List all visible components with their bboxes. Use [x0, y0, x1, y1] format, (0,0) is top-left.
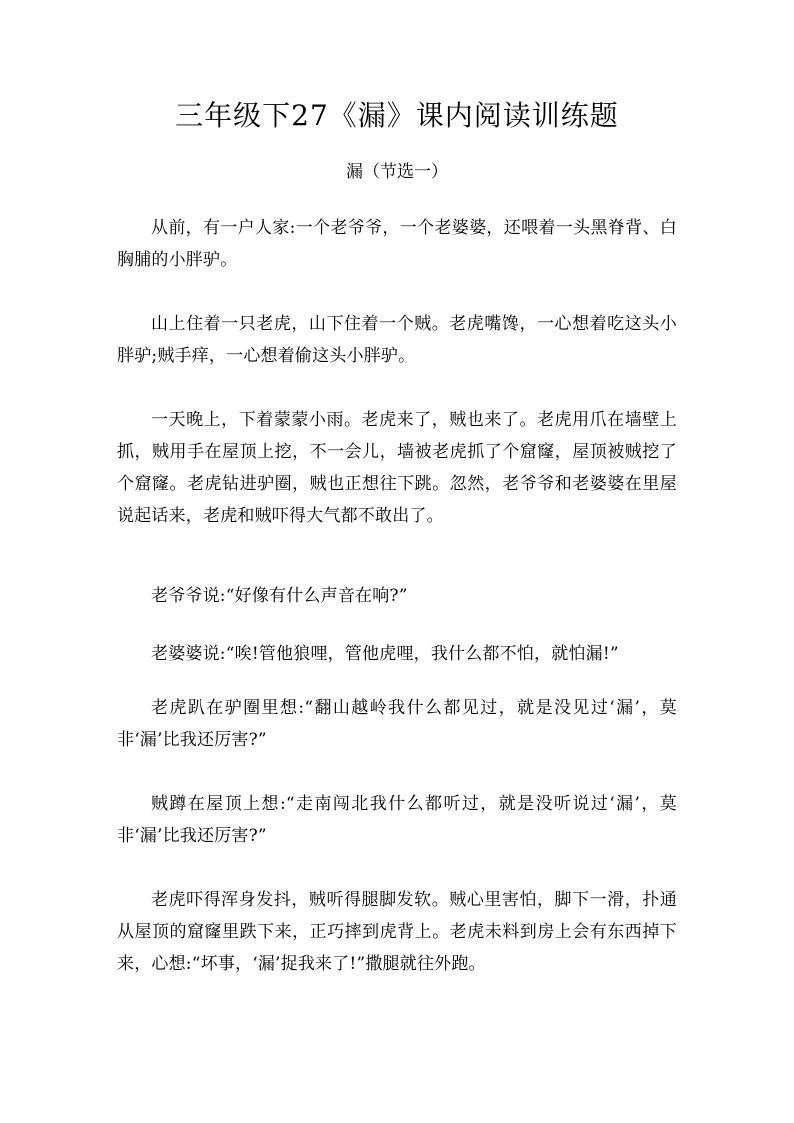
- paragraph-3: 一天晚上，下着蒙蒙小雨。老虎来了，贼也来了。老虎用爪在墙壁上抓，贼用手在屋顶上挖，不一会儿，墙被老虎抓了个窟窿，屋顶被贼挖了个窟窿。老虎钻进驴圈，贼也正想往下跳。忽然，老爷爷和老婆婆在里屋说起话来，老虎和贼吓得大气都不敢出了。: [117, 410, 677, 526]
- document-subtitle: 漏（节选一）: [346, 162, 448, 182]
- paragraph-6: 老虎趴在驴圈里想:“翻山越岭我什么都见过，就是没见过‘漏’，莫非‘漏’比我还厉害?”: [117, 698, 677, 750]
- paragraph-5: 老婆婆说:“唉!管他狼哩，管他虎哩，我什么都不怕，就怕漏!”: [151, 644, 619, 664]
- paragraph-2: 山上住着一只老虎，山下住着一个贼。老虎嘴馋，一心想着吃这头小胖驴;贼手痒，一心想着偷这头小胖驴。: [117, 314, 677, 366]
- paragraph-4: 老爷爷说:“好像有什么声音在响?”: [151, 586, 408, 606]
- document-title: 三年级下27《漏》课内阅读训练题: [175, 99, 619, 132]
- paragraph-1: 从前，有一户人家:一个老爷爷，一个老婆婆，还喂着一头黑脊背、白胸脯的小胖驴。: [117, 218, 677, 270]
- paragraph-8: 老虎吓得浑身发抖，贼听得腿脚发软。贼心里害怕，脚下一滑，扑通从屋顶的窟窿里跌下来，正巧摔到虎背上。老虎未料到房上会有东西掉下来，心想:“坏事，‘漏’捉我来了!”撒腿就往外跑。: [117, 890, 677, 974]
- paragraph-7: 贼蹲在屋顶上想:“走南闯北我什么都听过，就是没听说过‘漏’，莫非‘漏’比我还厉害?”: [117, 794, 677, 846]
